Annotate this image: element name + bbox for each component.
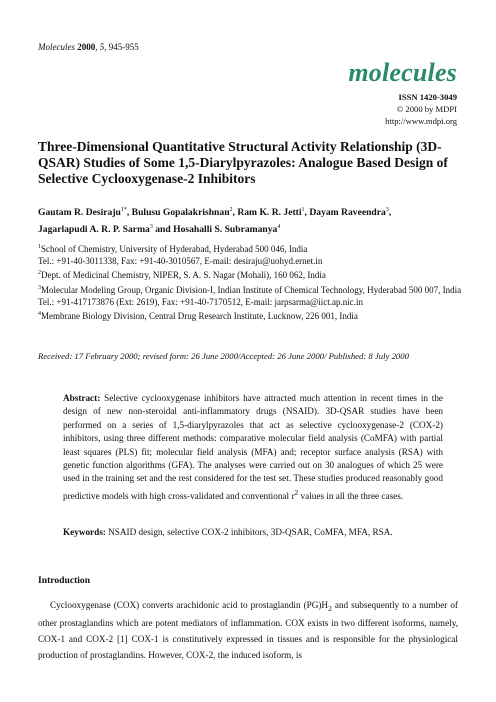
received-dates: Received: 17 February 2000; revised form: 26 June 2000/Accepted: 26 June 2000/ Published: 8 July 2000 [38, 351, 409, 361]
author: Gautam R. Desiraju [38, 207, 121, 219]
author-sup: 3 [149, 224, 153, 231]
author-list: Gautam R. Desiraju$^{1*}$, Bulusu Gopalakrishnan$^2$, Ram K. R. Jetti$^1$, Dayam Raveendra$^3$, Jagarlapudi A. R. P. Sarma$^3$ and Hosahalli S. Subramanya$^4$ [38, 207, 392, 236]
paper-title: Three-Dimensional Quantitative Structural Activity Relationship (3D-QSAR) Studies of Some 1,5-Diarylpyrazoles: Analogue Based Design of Selective Cyclooxygenase-2 Inhibitors [38, 139, 448, 186]
author: Bulusu Gopalakrishnan [131, 207, 230, 219]
abstract-sup: 2 [294, 487, 299, 497]
journal-volume: 5 [99, 42, 105, 52]
author-sup: 1* [120, 207, 127, 213]
journal-name: Molecules [38, 42, 75, 52]
journal-info [385, 91, 457, 127]
journal-url[interactable]: http://www.mdpi.org [385, 116, 457, 126]
affiliations [38, 241, 468, 322]
keywords-text: NSAID design, selective COX-2 inhibitors, 3D-QSAR, CoMFA, MFA, RSA. [108, 527, 393, 537]
affiliation-3: $^3$Molecular Modeling Group, Organic Division-I, Indian Institute of Chemical Technology, Hyderabad 500 007, India [38, 284, 462, 295]
keywords [63, 527, 443, 537]
author-sup: 2 [229, 207, 233, 213]
copyright: © 2000 by MDPI [396, 104, 457, 114]
author-sup: 3 [385, 207, 389, 213]
affiliation-3-contact: Tel.: +91-417173876 (Ext: 2619), Fax: +91-40-7170512, E-mail: jarpsarma@iict.ap.nic.in [38, 296, 363, 307]
author: Jagarlapudi A. R. P. Sarma [38, 224, 150, 236]
affiliation-4: $^4$Membrane Biology Division, Central Drug Research Institute, Lucknow, 226 001, India [38, 311, 358, 322]
abstract-tail: values in all the three cases. [298, 490, 404, 501]
affiliation-2: $^2$Dept. of Medicinal Chemistry, NIPER, S. A. S. Nagar (Mohali), 160 062, India [38, 270, 326, 281]
keywords-label: Keywords: [63, 527, 106, 537]
introduction-text: Cyclooxygenase (COX) converts arachidonic acid to prostaglandin $(PG)H_2$ and subsequently to a number of other prostaglandins which are potent mediators of inflammation. COX exists in two different isoforms, namely, COX-1 and COX-2 [1] COX-1 is constitutively expressed in tissues and is responsible for the physiological production of prostaglandins. However, COX-2, the induced isoform, is [38, 600, 458, 660]
journal-logo: molecules [348, 58, 457, 87]
journal-reference: Molecules 2000, 5, 945-955 [38, 42, 139, 52]
section-heading: Introduction [38, 575, 91, 586]
author: Ram K. R. Jetti [237, 207, 302, 219]
affiliation-1-contact: Tel.: +91-40-3011338, Fax: +91-40-3010567, E-mail: desiraju@uohyd.ernet.in [38, 256, 323, 267]
author: Hosahalli S. Subramanya [173, 224, 278, 236]
author: Dayam Raveendra [309, 207, 386, 219]
author-sup: 4 [277, 224, 281, 231]
journal-pages: , 945-955 [104, 42, 139, 52]
abstract-label: Abstract: [63, 393, 101, 403]
abstract [63, 392, 443, 503]
affiliation-1: $^1$School of Chemistry, University of Hyderabad, Hyderabad 500 046, India [38, 244, 308, 254]
author-sup: 1 [301, 207, 305, 213]
abstract-text: Selective cyclooxygenase inhibitors have attracted much attention in recent times in the design of new non-steroidal anti-inflammatory drugs (NSAID). 3D-QSAR studies have been performed on a series of 1,5-diarylpyrazoles that act as selective cyclooxygenase-2 (COX-2) inhibitors, using three different methods: comparative molecular field analysis (CoMFA) with partial least squares (PLS) fit; molecular field analysis (MFA) and; receptor surface analysis (RSA) with genetic function algorithms (GFA). The analyses were carried out on 30 analogues of which 25 were used in the training set and the rest considered for the test set. These studies produced reasonably good predictive models with high cross-validated and conventional r [63, 393, 444, 501]
issn: ISSN 1420-3049 [398, 92, 457, 102]
journal-year: 2000 [77, 42, 96, 52]
